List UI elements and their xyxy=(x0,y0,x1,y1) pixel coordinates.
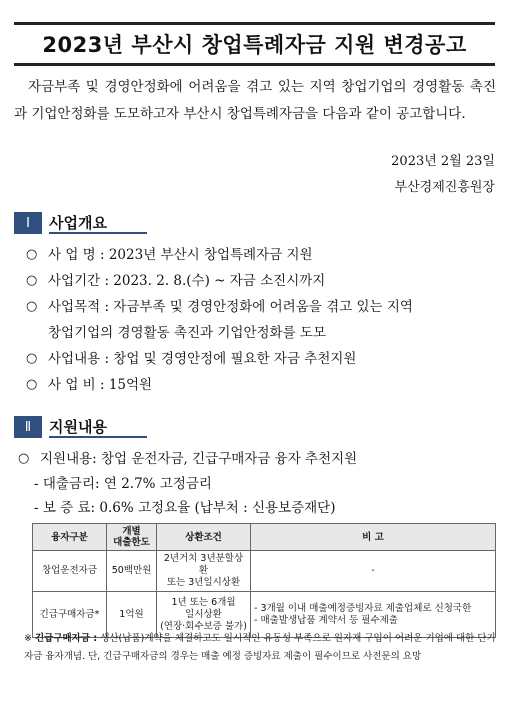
announcement-date: 2023년 2월 23일 xyxy=(391,154,495,169)
header-terms: 상환조건 xyxy=(157,524,251,551)
page-title: 2023년 부산시 창업특례자금 지원 변경공고 xyxy=(42,33,467,57)
list-item-text: 사 업 명 : 2023년 부산시 창업특례자금 지원 xyxy=(48,247,313,263)
list-item-text: 사업내용 : 창업 및 경영안정에 필요한 자금 추천지원 xyxy=(48,351,357,367)
list-item-continuation: 창업기업의 경영활동 촉진과 기업안정화를 도모 xyxy=(48,325,326,341)
section-title: 사업개요 xyxy=(49,212,147,234)
overview-list xyxy=(26,242,496,398)
list-item xyxy=(26,268,496,294)
table-header-row xyxy=(33,524,496,551)
section-title: 지원내용 xyxy=(49,416,147,438)
list-item xyxy=(26,242,496,268)
table-row xyxy=(33,551,496,592)
list-item-text: 사업기간 : 2023. 2. 8.(수) ~ 자금 소진시까지 xyxy=(48,273,326,289)
cell-type: 긴급구매자금* xyxy=(33,592,107,638)
cell-terms: 2년거치 3년분할상환 또는 3년일시상환 xyxy=(157,551,251,592)
loan-table xyxy=(32,523,496,638)
list-item xyxy=(26,294,496,320)
support-list xyxy=(18,446,496,520)
cell-remark: - xyxy=(251,551,496,592)
circle-bullet-icon: ○ xyxy=(26,377,38,392)
section-header-support xyxy=(14,416,147,438)
intro-paragraph: 자금부족 및 경영안정화에 어려움을 겪고 있는 지역 창업기업의 경영활동 촉진과 기업안정화를 도모하고자 부산시 창업특례자금을 다음과 같이 공고합니다. xyxy=(14,79,496,122)
list-item xyxy=(18,446,496,472)
issuing-organization: 부산경제진흥원장 xyxy=(394,180,495,195)
circle-bullet-icon: ○ xyxy=(18,451,30,466)
sub-item-interest: - 대출금리: 연 2.7% 고정금리 xyxy=(34,476,212,492)
circle-bullet-icon: ○ xyxy=(26,351,38,366)
header-remark: 비 고 xyxy=(251,524,496,551)
circle-bullet-icon: ○ xyxy=(26,247,38,262)
list-item-text: 지원내용: 창업 운전자금, 긴급구매자금 융자 추천지원 xyxy=(40,451,358,467)
header-type: 융자구분 xyxy=(33,524,107,551)
cell-terms: 1년 또는 6개월 일시상환 (연장·회수보증 불가) xyxy=(157,592,251,638)
note-label: 긴급구매자금 : xyxy=(35,633,98,644)
sub-item-guarantee-fee: - 보 증 료: 0.6% 고정요율 (납부처 : 신용보증재단) xyxy=(34,500,336,516)
list-item-text: 사업목적 : 자금부족 및 경영안정화에 어려움을 겪고 있는 지역 xyxy=(48,299,413,315)
note-text: 생산(납품)계약을 체결하고도 일시적인 유동성 부족으로 원자재 구입이 어려운 기업에 대한 단기자금 융자개념. 단, 긴급구매자금의 경우는 매출 예정 증빙자료 제출이 필수이므로 사전문의 요망 xyxy=(24,633,496,662)
header-limit: 개별 대출한도 xyxy=(107,524,157,551)
list-item xyxy=(26,372,496,398)
cell-limit: 50백만원 xyxy=(107,551,157,592)
page-title-box xyxy=(14,22,495,66)
cell-remark: - 3개월 이내 매출예정증빙자료 제출업체로 신청국한 - 매출발생납품 계약서 등 필수제출 xyxy=(251,592,496,638)
cell-limit: 1억원 xyxy=(107,592,157,638)
circle-bullet-icon: ○ xyxy=(26,299,38,314)
section-header-overview xyxy=(14,212,147,234)
note-mark: ※ xyxy=(24,633,32,644)
list-item xyxy=(26,346,496,372)
cell-type: 창업운전자금 xyxy=(33,551,107,592)
circle-bullet-icon: ○ xyxy=(26,273,38,288)
list-item-text: 사 업 비 : 15억원 xyxy=(48,377,153,393)
section-number: Ⅰ xyxy=(14,212,42,234)
footnote xyxy=(24,630,496,666)
section-number: Ⅱ xyxy=(14,416,42,438)
